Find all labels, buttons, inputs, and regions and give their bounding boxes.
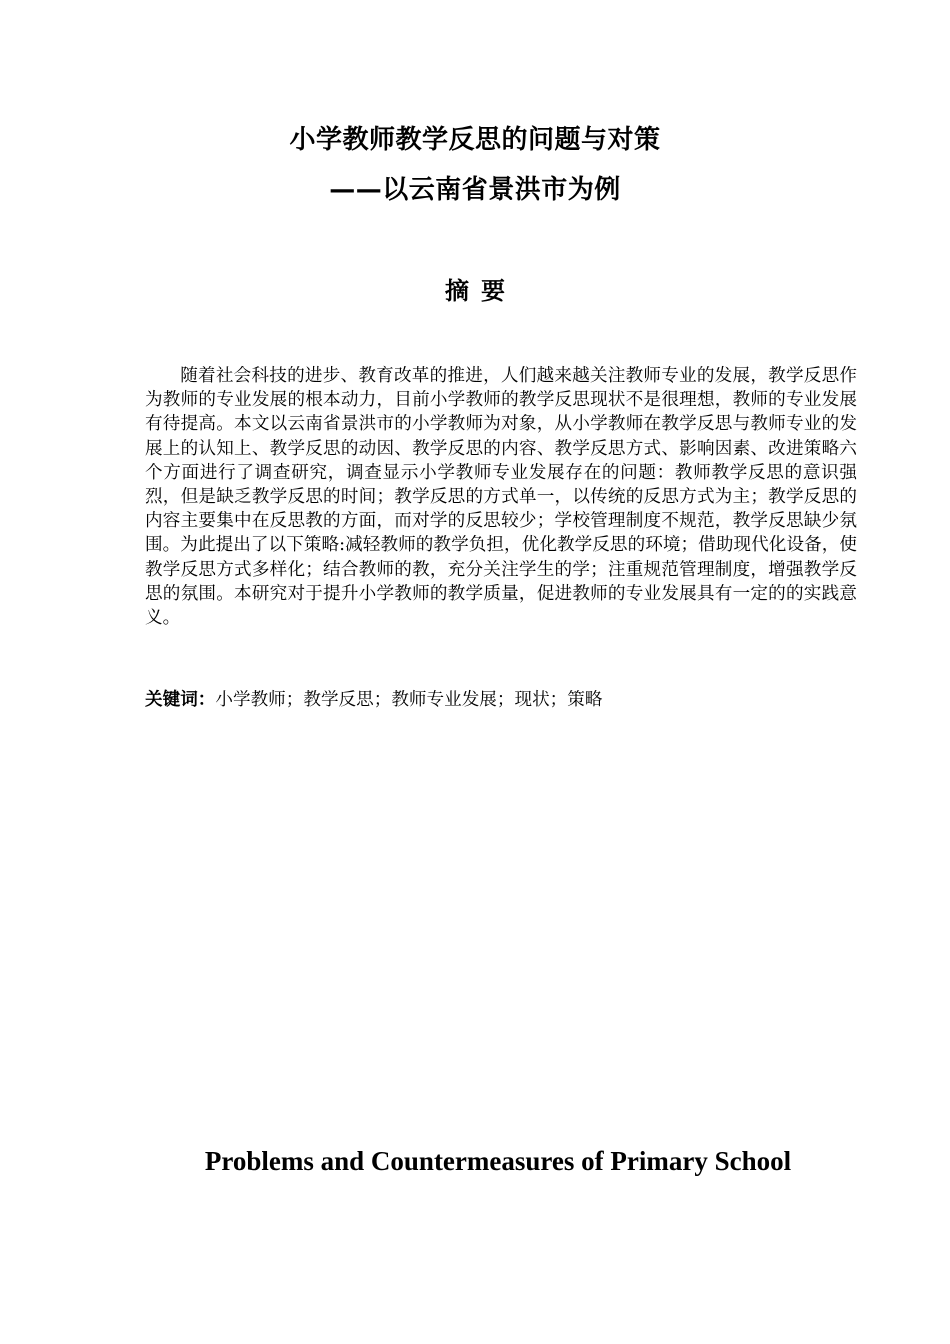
abstract-heading: 摘要 bbox=[445, 277, 517, 305]
abstract-body: 随着社会科技的进步、教育改革的推进，人们越来越关注教师专业的发展，教学反思作为教师的专业发展的根本动力，目前小学教师的教学反思现状不是很理想，教师的专业发展有待提高。本文以云南省景洪市的小学教师为对象，从小学教师在教学反思与教师专业的发展上的认知上、教学反思的动因、教学反思的内容、教学反思方式、影响因素、改进策略六个方面进行了调查研究，调查显示小学教师专业发展存在的问题：教师教学反思的意识强烈，但是缺乏教学反思的时间；教学反思的方式单一，以传统的反思方式为主；教学反思的内容主要集中在反思教的方面，而对学的反思较少；学校管理制度不规范，教学反思缺少氛围。为此提出了以下策略:减轻教师的教学负担，优化教学反思的环境；借助现代化设备，使教学反思方式多样化；结合教师的教，充分关注学生的学；注重规范管理制度，增强教学反思的氛围。本研究对于提升小学教师的教学质量，促进教师的专业发展具有一定的的实践意义。 bbox=[145, 366, 857, 629]
keywords-line bbox=[145, 688, 857, 712]
keywords-value: 小学教师；教学反思；教师专业发展；现状；策略 bbox=[215, 690, 603, 710]
thesis-subtitle: ——以云南省景洪市为例 bbox=[329, 175, 621, 205]
keywords-label: 关键词： bbox=[145, 690, 216, 710]
english-title: Problems and Countermeasures of Primary School bbox=[204, 1146, 792, 1176]
thesis-title: 小学教师教学反思的问题与对策 bbox=[289, 125, 661, 155]
